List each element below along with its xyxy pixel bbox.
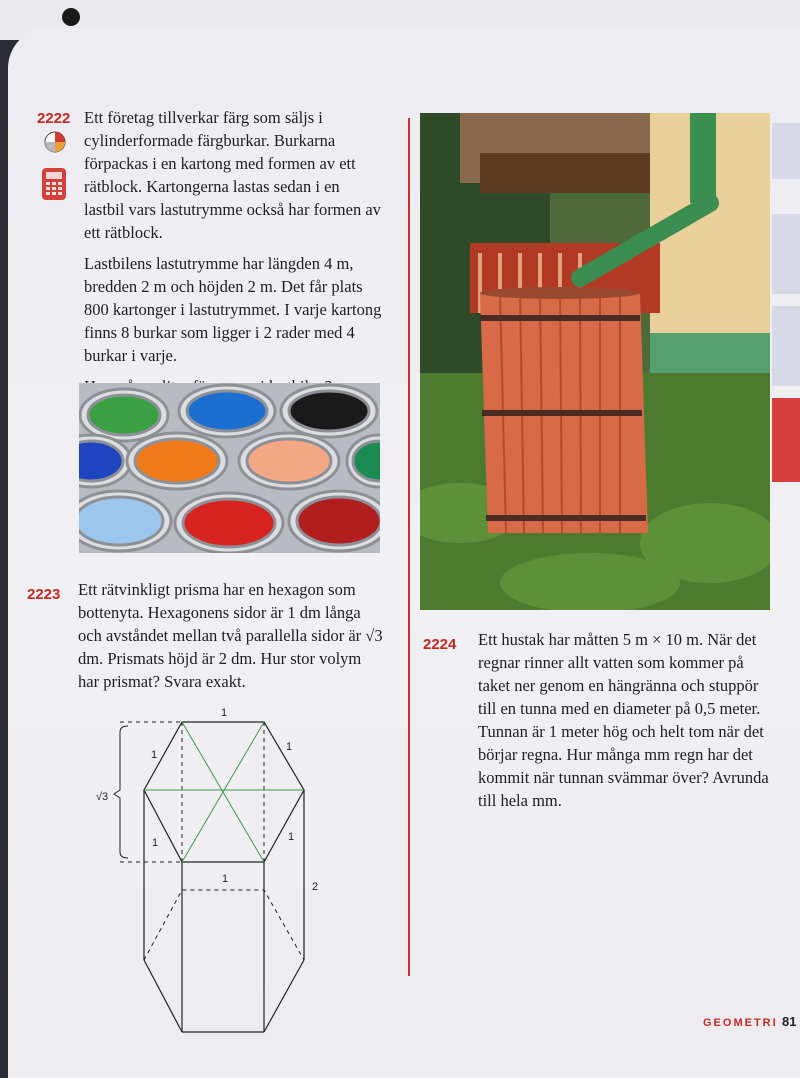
page-number: 81 — [782, 1014, 797, 1029]
bottom-top-edge-label: 1 — [222, 873, 229, 885]
upper-left-edge-label: 1 — [151, 749, 158, 761]
column-divider — [408, 118, 410, 976]
section-name: GEOMETRI — [703, 1017, 778, 1029]
lower-right-edge-label: 1 — [288, 831, 295, 843]
height-label: 2 — [312, 881, 319, 893]
problem-number: 2223 — [27, 586, 61, 603]
chapter-tab — [772, 306, 800, 386]
problem-paragraph: Ett hustak har måtten 5 m × 10 m. När det regnar rinner allt vatten som kommer på taket ner genom en hängränna och stupрör till en tunna med en diameter på 0,5 meter. Tunnan är 1 meter hög och helt tom när det börjar regna. Hur många mm regn har det kommit när tunnan svämmar över? Avrunda till hela mm. — [478, 630, 769, 810]
chapter-tab-active — [772, 398, 800, 482]
chapter-tab — [772, 214, 800, 294]
upper-right-edge-label: 1 — [286, 741, 293, 753]
chapter-tab — [772, 123, 800, 179]
sqrt3-label: √3 — [96, 791, 109, 803]
page-hole — [62, 8, 80, 26]
problem-paragraph: Lastbilens lastutrymme har längden 4 m, bredden 2 m och höjden 2 m. Det får plats 800 kartonger i lastutrymmet. I varje kartong finns 8 burkar som ligger i 2 rader med 4 burkar i varje. — [84, 254, 382, 365]
problem-text — [78, 578, 383, 701]
problem-paragraph: Ett företag tillverkar färg som säljs i cylinderformade färgburkar. Burkarna förpackas i en kartong med formen av ett rätblock. Kartongerna lastas sedan i en lastbil vars lastutrymme också har formen av ett rätblock. — [84, 108, 381, 242]
lower-left-edge-label: 1 — [152, 837, 159, 849]
problem-number: 2224 — [423, 636, 457, 653]
problem-text — [478, 628, 778, 820]
hexagonal-prism-figure — [96, 702, 336, 1042]
top-edge-label: 1 — [221, 707, 228, 719]
rain-barrel-photo — [420, 113, 770, 610]
calculator-icon — [40, 166, 68, 202]
problem-text — [84, 106, 384, 406]
problem-number: 2222 — [37, 110, 71, 127]
paint-cans-photo — [79, 383, 380, 553]
pie-chart-icon — [44, 131, 66, 153]
problem-paragraph: Ett rätvinkligt prisma har en hexagon som bottenyta. Hexagonens sidor är 1 dm långa och avståndet mellan två parallella sidor är √3 dm. Prismats höjd är 2 dm. Hur stor volym har prismat? Svara exakt. — [78, 580, 383, 691]
